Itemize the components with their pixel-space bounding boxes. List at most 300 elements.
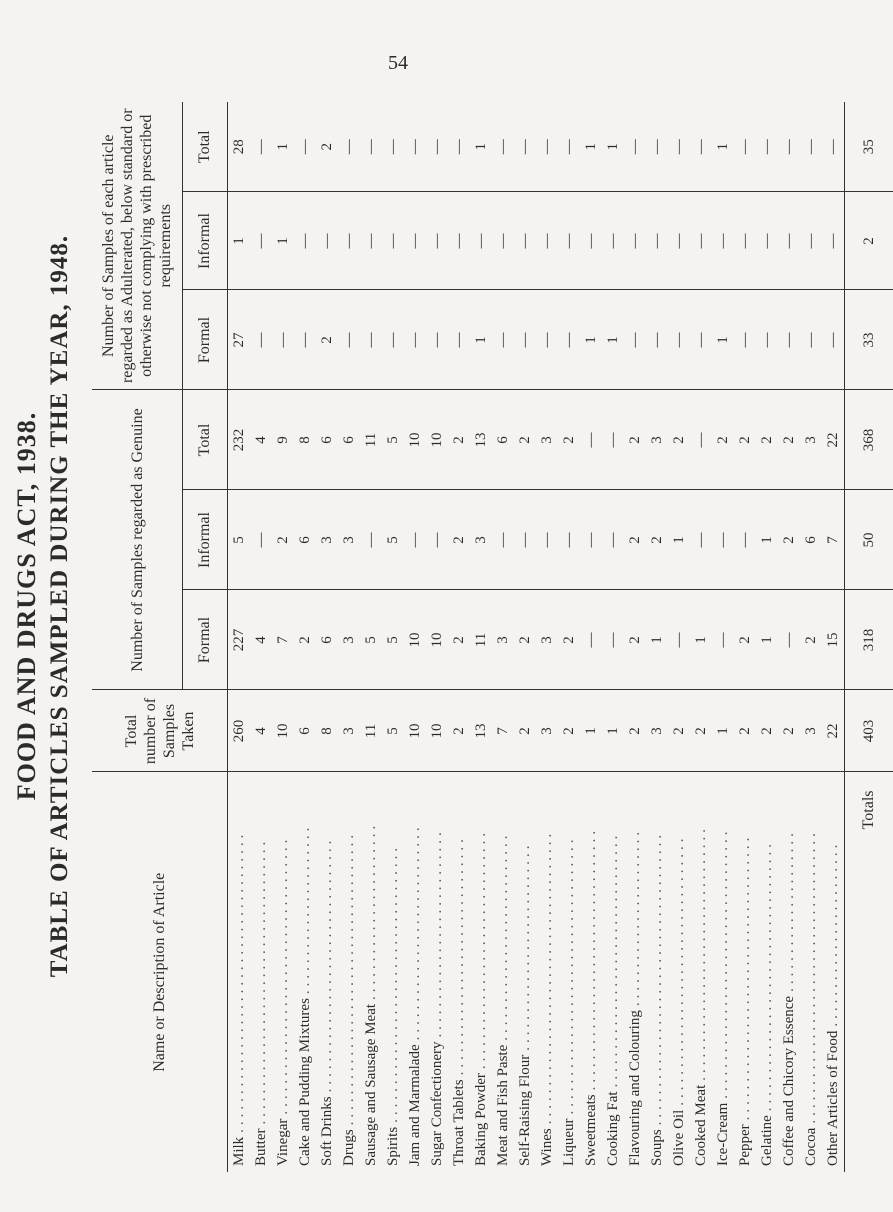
article-name	[734, 772, 756, 1172]
table-row	[338, 102, 360, 1172]
leader-dots: .......................	[627, 827, 643, 1007]
cell-taken: 10	[272, 690, 294, 772]
cell-ai: —	[624, 192, 646, 290]
totals-adulterated-formal: 33	[845, 290, 893, 390]
header-genuine: Number of Samples regarded as Genuine	[92, 390, 183, 690]
cell-taken: 3	[800, 690, 822, 772]
cell-gf: 3	[536, 590, 558, 690]
cell-taken: 1	[602, 690, 624, 772]
cell-af: —	[272, 290, 294, 390]
cell-ai: —	[404, 192, 426, 290]
table-row	[558, 102, 580, 1172]
cell-at: —	[693, 139, 709, 155]
header-genuine-informal: Informal	[183, 490, 228, 590]
cell-gf: 1	[756, 590, 778, 690]
article-name	[316, 772, 338, 1172]
cell-gi: —	[690, 490, 712, 590]
cell-af: —	[492, 290, 514, 390]
table-row	[514, 102, 536, 1172]
cell-taken: 2	[668, 690, 690, 772]
table-row	[756, 102, 778, 1172]
cell-gt: 2	[668, 390, 690, 490]
cell-gt: 5	[382, 390, 404, 490]
table-row	[404, 102, 426, 1172]
leader-dots: ....................................	[385, 843, 401, 1123]
cell-taken: 3	[536, 690, 558, 772]
cell-gi: —	[712, 490, 734, 590]
cell-at: —	[385, 139, 401, 155]
table-row	[448, 102, 470, 1172]
cell-taken: 3	[646, 690, 668, 772]
totals-label: Totals	[845, 772, 893, 1172]
cell-ai: —	[360, 192, 382, 290]
cell-ai: —	[470, 192, 492, 290]
article-name	[492, 772, 514, 1172]
leader-dots: ......................................	[341, 830, 357, 1126]
article-name-text: Sausage and Sausage Meat	[363, 1003, 379, 1166]
totals-genuine-formal: 318	[845, 590, 893, 690]
cell-ai: —	[602, 192, 624, 290]
cell-af: —	[690, 290, 712, 390]
leader-dots: ...........................	[429, 828, 445, 1038]
cell-gf: 10	[426, 590, 448, 690]
header-adulterated: Number of Samples of each article regarded as Adulterated, below standard or otherwise not complying with prescribed requirements	[92, 102, 183, 390]
cell-af: 1	[602, 290, 624, 390]
cell-taken: 2	[514, 690, 536, 772]
article-name	[294, 772, 316, 1172]
cell-gf: 7	[272, 590, 294, 690]
totals-row	[845, 102, 893, 1172]
cell-at: —	[253, 139, 269, 155]
table-row	[426, 102, 448, 1172]
cell-gt: 22	[822, 390, 845, 490]
cell-ai: —	[580, 192, 602, 290]
cell-at: 28	[231, 139, 247, 155]
table-row	[778, 102, 800, 1172]
cell-at: —	[451, 139, 467, 155]
cell-at: —	[495, 139, 511, 155]
cell-taken: 6	[294, 690, 316, 772]
cell-gf: 2	[448, 590, 470, 690]
article-name	[558, 772, 580, 1172]
cell-gi: —	[492, 490, 514, 590]
cell-gf: —	[602, 590, 624, 690]
leader-dots: .....................	[781, 829, 797, 992]
header-taken: Total number of Samples Taken	[92, 690, 228, 772]
table-row	[800, 102, 822, 1172]
cell-gt: 13	[470, 390, 492, 490]
cell-gf: 6	[316, 590, 338, 690]
cell-at: —	[517, 139, 533, 155]
leader-dots: ..................................	[583, 826, 599, 1091]
article-name-text: Jam and Marmalade	[407, 1044, 423, 1166]
cell-at: —	[429, 139, 445, 155]
cell-gi: 2	[778, 490, 800, 590]
article-name-text: Flavouring and Colouring	[627, 1010, 643, 1166]
cell-af: —	[536, 290, 558, 390]
cell-gt: 6	[338, 390, 360, 490]
cell-gf: 3	[492, 590, 514, 690]
cell-gf: 227	[228, 590, 251, 690]
article-name-text: Ice-Cream	[715, 1102, 731, 1166]
leader-dots: .......................	[363, 821, 379, 1000]
cell-taken: 260	[228, 690, 251, 772]
table-row	[536, 102, 558, 1172]
article-name	[822, 772, 845, 1172]
cell-at: —	[297, 139, 313, 155]
table-row	[624, 102, 646, 1172]
cell-gi: —	[734, 490, 756, 590]
cell-gt: 6	[492, 390, 514, 490]
article-name-text: Cooked Meat	[693, 1084, 709, 1166]
cell-gt: 2	[448, 390, 470, 490]
cell-gf: 5	[360, 590, 382, 690]
leader-dots: .................................	[693, 825, 709, 1081]
leader-dots: ...............................	[451, 835, 467, 1076]
cell-gf: 2	[800, 590, 822, 690]
leader-dots: ...................................	[715, 827, 731, 1099]
table-row	[690, 102, 712, 1172]
leader-dots: ...................................	[671, 834, 687, 1106]
header-genuine-total: Total	[183, 390, 228, 490]
table-row	[580, 102, 602, 1172]
cell-taken: 8	[316, 690, 338, 772]
article-name-text: Self-Raising Flour	[517, 1054, 533, 1166]
article-name-text: Spirits	[385, 1126, 401, 1166]
cell-gt: 2	[624, 390, 646, 490]
cell-gf: 2	[294, 590, 316, 690]
article-name-text: Olive Oil	[671, 1109, 687, 1166]
leader-dots: .....................................	[737, 833, 753, 1121]
table-row	[360, 102, 382, 1172]
article-name	[624, 772, 646, 1172]
cell-af: —	[404, 290, 426, 390]
cell-taken: 5	[382, 690, 404, 772]
cell-at: —	[539, 139, 555, 155]
cell-ai: —	[536, 192, 558, 290]
cell-gf: 3	[338, 590, 360, 690]
cell-ai: —	[250, 192, 272, 290]
cell-af: —	[382, 290, 404, 390]
leader-dots: ...............................	[473, 828, 489, 1070]
header-genuine-formal: Formal	[183, 590, 228, 690]
cell-ai: —	[448, 192, 470, 290]
cell-taken: 3	[338, 690, 360, 772]
article-name	[382, 772, 404, 1172]
table-row	[272, 102, 294, 1172]
cell-gt: 2	[712, 390, 734, 490]
cell-taken: 2	[734, 690, 756, 772]
cell-taken: 11	[360, 690, 382, 772]
article-name-text: Liqueur	[561, 1118, 577, 1166]
article-name	[404, 772, 426, 1172]
totals-genuine-total: 368	[845, 390, 893, 490]
cell-gi: —	[360, 490, 382, 590]
article-name-text: Sweetmeats	[583, 1094, 599, 1166]
cell-af: 1	[712, 290, 734, 390]
cell-at: 1	[605, 143, 621, 151]
cell-gi: —	[580, 490, 602, 590]
article-name-text: Cooking Fat	[605, 1091, 621, 1166]
cell-gi: 3	[470, 490, 492, 590]
totals-adulterated-total: 35	[861, 139, 877, 155]
cell-gt: 8	[294, 390, 316, 490]
table-row	[294, 102, 316, 1172]
leader-dots: .....................................	[253, 837, 269, 1125]
cell-at: —	[561, 139, 577, 155]
cell-gi: —	[514, 490, 536, 590]
table-row	[316, 102, 338, 1172]
cell-taken: 2	[690, 690, 712, 772]
table-row	[822, 102, 845, 1172]
leader-dots: .................................	[605, 831, 621, 1088]
title-act: FOOD AND DRUGS ACT, 1938.	[12, 411, 41, 801]
cell-ai: —	[514, 192, 536, 290]
header-adulterated-informal: Informal	[183, 192, 228, 290]
cell-gf: 4	[250, 590, 272, 690]
cell-taken: 1	[580, 690, 602, 772]
cell-at: —	[737, 139, 753, 155]
cell-gi: —	[426, 490, 448, 590]
title-table: TABLE OF ARTICLES SAMPLED DURING THE YEAR, 1948.	[46, 234, 73, 978]
cell-gf: 15	[822, 590, 845, 690]
cell-af: 2	[316, 290, 338, 390]
cell-gt: —	[690, 390, 712, 490]
cell-gt: 4	[250, 390, 272, 490]
cell-at: 1	[473, 143, 489, 151]
cell-gi: 2	[448, 490, 470, 590]
cell-at: —	[363, 139, 379, 155]
cell-taken: 10	[426, 690, 448, 772]
cell-af: 27	[228, 290, 251, 390]
cell-af: —	[426, 290, 448, 390]
cell-gi: 3	[316, 490, 338, 590]
cell-ai: —	[778, 192, 800, 290]
cell-gt: 11	[360, 390, 382, 490]
cell-gt: —	[602, 390, 624, 490]
cell-gt: 3	[536, 390, 558, 490]
leader-dots: ....................................	[561, 835, 577, 1115]
table-row	[382, 102, 404, 1172]
table-row	[250, 102, 272, 1172]
header-name: Name or Description of Article	[92, 772, 228, 1172]
cell-taken: 2	[448, 690, 470, 772]
cell-ai: —	[382, 192, 404, 290]
table-row	[734, 102, 756, 1172]
cell-af: 1	[470, 290, 492, 390]
cell-gi: —	[404, 490, 426, 590]
cell-at: —	[825, 139, 841, 155]
cell-gf: —	[712, 590, 734, 690]
cell-ai: —	[492, 192, 514, 290]
leader-dots: ......................	[297, 823, 313, 995]
table-row	[712, 102, 734, 1172]
cell-gi: —	[250, 490, 272, 590]
cell-taken: 7	[492, 690, 514, 772]
cell-taken: 4	[250, 690, 272, 772]
table-row	[668, 102, 690, 1172]
article-name	[712, 772, 734, 1172]
cell-gi: 2	[624, 490, 646, 590]
cell-gi: 5	[382, 490, 404, 590]
leader-dots: ...........................	[517, 841, 533, 1051]
cell-at: 2	[319, 143, 335, 151]
cell-af: —	[734, 290, 756, 390]
cell-gt: 2	[514, 390, 536, 490]
cell-taken: 2	[778, 690, 800, 772]
cell-at: 1	[583, 143, 599, 151]
cell-gi: 2	[272, 490, 294, 590]
cell-ai: —	[338, 192, 360, 290]
cell-at: —	[803, 139, 819, 155]
article-name	[338, 772, 360, 1172]
cell-gt: 3	[646, 390, 668, 490]
article-name	[272, 772, 294, 1172]
table-body	[228, 102, 845, 1172]
cell-gi: 1	[756, 490, 778, 590]
cell-at: —	[627, 139, 643, 155]
cell-gf: 2	[734, 590, 756, 690]
cell-ai: —	[690, 192, 712, 290]
cell-af: —	[448, 290, 470, 390]
cell-ai: —	[822, 192, 845, 290]
cell-gi: 6	[800, 490, 822, 590]
cell-ai: —	[712, 192, 734, 290]
header-adulterated-formal: Formal	[183, 290, 228, 390]
leader-dots: ........................	[825, 840, 841, 1027]
cell-taken: 10	[404, 690, 426, 772]
cell-gf: 2	[624, 590, 646, 690]
article-name-text: Cake and Pudding Mixtures	[297, 998, 313, 1166]
cell-at: —	[671, 139, 687, 155]
cell-gf: 1	[690, 590, 712, 690]
cell-at: 1	[715, 143, 731, 151]
cell-gi: 6	[294, 490, 316, 590]
table-row	[470, 102, 492, 1172]
article-name	[778, 772, 800, 1172]
article-name	[602, 772, 624, 1172]
cell-gi: 1	[668, 490, 690, 590]
article-name	[690, 772, 712, 1172]
cell-gt: 2	[756, 390, 778, 490]
article-name-text: Baking Powder	[473, 1073, 489, 1166]
article-name-text: Pepper	[737, 1124, 753, 1166]
cell-taken: 2	[624, 690, 646, 772]
article-name	[580, 772, 602, 1172]
cell-gf: —	[580, 590, 602, 690]
table-row	[602, 102, 624, 1172]
article-name-text: Soft Drinks	[319, 1096, 335, 1166]
leader-dots: ....................................	[275, 835, 291, 1115]
article-name	[360, 772, 382, 1172]
cell-ai: —	[558, 192, 580, 290]
cell-af: —	[822, 290, 845, 390]
cell-gf: —	[668, 590, 690, 690]
cell-af: —	[360, 290, 382, 390]
cell-taken: 1	[712, 690, 734, 772]
table-row	[228, 102, 251, 1172]
cell-af: —	[338, 290, 360, 390]
leader-dots: ...........................	[495, 831, 511, 1041]
cell-af: —	[668, 290, 690, 390]
article-name-text: Vinegar	[275, 1118, 291, 1166]
cell-at: —	[781, 139, 797, 155]
article-name	[800, 772, 822, 1172]
article-name	[536, 772, 558, 1172]
page-number: 54	[388, 52, 408, 74]
cell-gi: 2	[646, 490, 668, 590]
cell-af: —	[778, 290, 800, 390]
article-name	[514, 772, 536, 1172]
cell-af: —	[624, 290, 646, 390]
cell-gi: 3	[338, 490, 360, 590]
article-name-text: Cocoa	[803, 1127, 819, 1166]
totals-taken: 403	[845, 690, 893, 772]
leader-dots: ......................................	[803, 829, 819, 1124]
article-name-text: Gelatine	[759, 1115, 775, 1166]
cell-ai: —	[294, 192, 316, 290]
article-name-text: Other Articles of Food	[825, 1030, 841, 1166]
leader-dots: .......................................	[231, 830, 247, 1133]
cell-ai: —	[800, 192, 822, 290]
cell-taken: 2	[756, 690, 778, 772]
cell-ai: —	[734, 192, 756, 290]
cell-af: —	[800, 290, 822, 390]
cell-ai: —	[756, 192, 778, 290]
leader-dots: ............................	[407, 823, 423, 1041]
cell-gf: 2	[558, 590, 580, 690]
article-name	[646, 772, 668, 1172]
leader-dots: .................................	[319, 836, 335, 1093]
cell-at: —	[341, 139, 357, 155]
cell-at: 1	[275, 143, 291, 151]
article-name-text: Throat Tablets	[451, 1079, 467, 1166]
leader-dots: ...................................	[759, 839, 775, 1112]
article-name	[668, 772, 690, 1172]
cell-af: —	[294, 290, 316, 390]
article-name-text: Soups	[649, 1129, 665, 1166]
cell-gi: —	[536, 490, 558, 590]
article-name	[470, 772, 492, 1172]
cell-gi: 7	[822, 490, 845, 590]
article-name	[426, 772, 448, 1172]
cell-af: —	[558, 290, 580, 390]
cell-gt: 2	[778, 390, 800, 490]
cell-af: —	[514, 290, 536, 390]
article-name	[250, 772, 272, 1172]
cell-gt: —	[580, 390, 602, 490]
cell-taken: 22	[822, 690, 845, 772]
totals-genuine-informal: 50	[845, 490, 893, 590]
article-name	[448, 772, 470, 1172]
header-adulterated-total: Total	[196, 130, 213, 164]
article-name-text: Milk	[231, 1136, 247, 1166]
cell-gt: 3	[800, 390, 822, 490]
cell-gf: 1	[646, 590, 668, 690]
article-name-text: Sugar Confectionery	[429, 1041, 445, 1166]
cell-gt: 232	[228, 390, 251, 490]
cell-gf: 11	[470, 590, 492, 690]
cell-gf: 5	[382, 590, 404, 690]
cell-gi: —	[558, 490, 580, 590]
cell-gi: 5	[228, 490, 251, 590]
cell-at: —	[649, 139, 665, 155]
totals-adulterated-informal: 2	[845, 192, 893, 290]
leader-dots: ......................................	[539, 829, 555, 1125]
cell-at: —	[759, 139, 775, 155]
cell-gt: 2	[558, 390, 580, 490]
cell-taken: 13	[470, 690, 492, 772]
